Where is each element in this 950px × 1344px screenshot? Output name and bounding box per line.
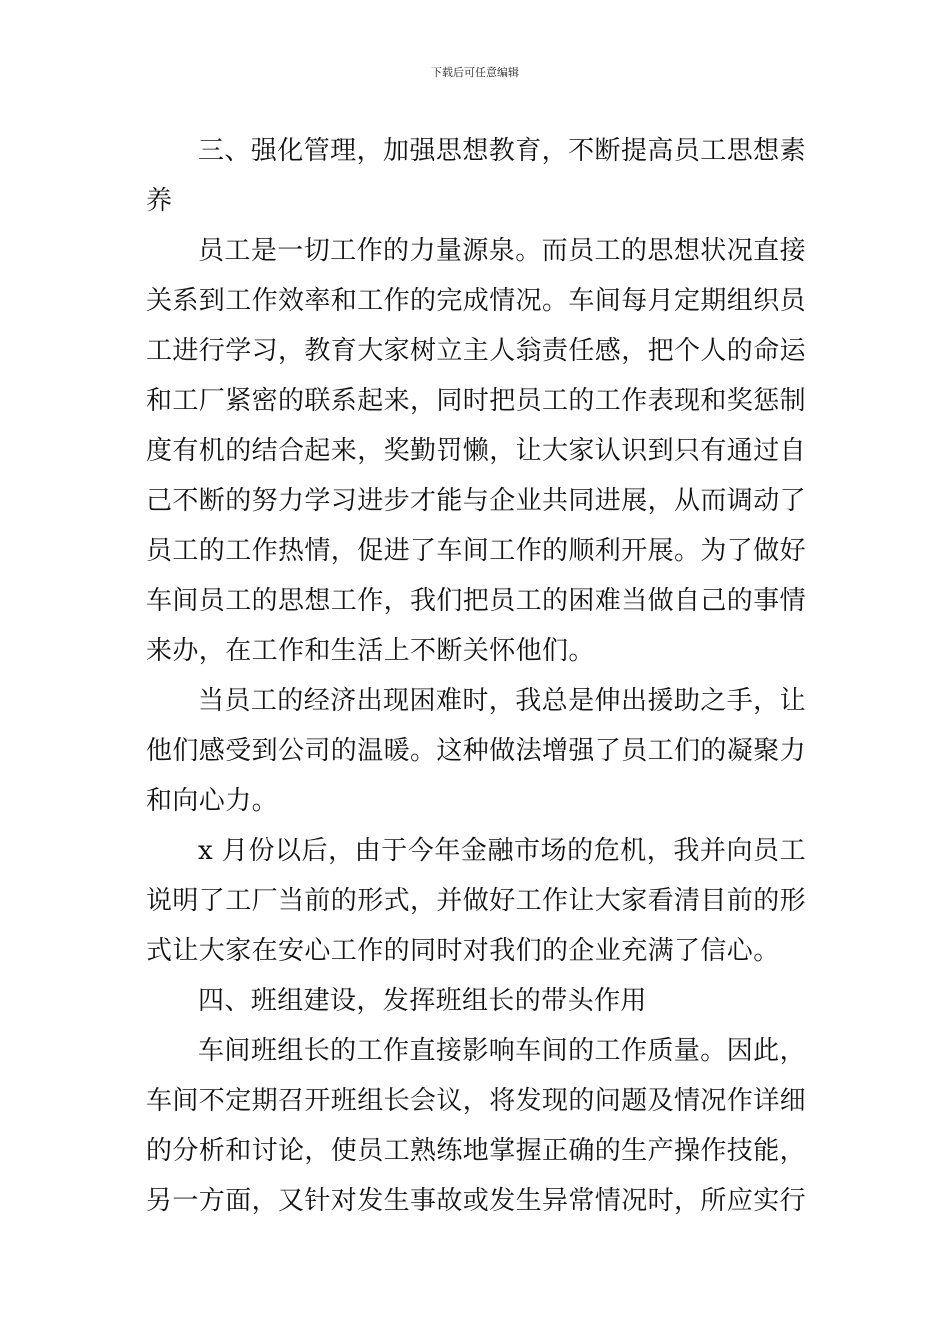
body-paragraph: 员工是一切工作的力量源泉。而员工的思想状况直接关系到工作效率和工作的完成情况。车间每月定期组织员工进行学习，教育大家树立主人翁责任感，把个人的命运和工厂紧密的联系起来，同时把员工的工作表现和奖惩制度有机的结合起来，奖勤罚懒，让大家认识到只有通过自己不断的努力学习进步才能与企业共同进展，从而调动了员工的工作热情，促进了车间工作的顺利开展。为了做好车间员工的思想工作，我们把员工的困难当做自己的事情来办，在工作和生活上不断关怀他们。: [146, 236, 807, 666]
document-body: [146, 126, 806, 1226]
section-heading-4: 四、班组建设，发挥班组长的带头作用: [198, 986, 647, 1016]
section-heading-3: 三、强化管理，加强思想教育，不断提高员工思想素养: [146, 136, 806, 216]
body-paragraph: 车间班组长的工作直接影响车间的工作质量。因此，车间不定期召开班组长会议，将发现的问题及情况作详细的分析和讨论，使员工熟练地掌握正确的生产操作技能，另一方面，又针对发生事故或发生异常情况时，所应实行: [146, 1036, 807, 1216]
body-paragraph: x 月份以后，由于今年金融市场的危机，我并向员工说明了工厂当前的形式，并做好工作让大家看清目前的形式让大家在安心工作的同时对我们的企业充满了信心。: [146, 836, 807, 966]
page-header: 下载后可任意编辑: [431, 66, 519, 79]
body-paragraph: 当员工的经济出现困难时，我总是伸出援助之手，让他们感受到公司的温暖。这种做法增强了员工们的凝聚力和向心力。: [146, 686, 807, 816]
